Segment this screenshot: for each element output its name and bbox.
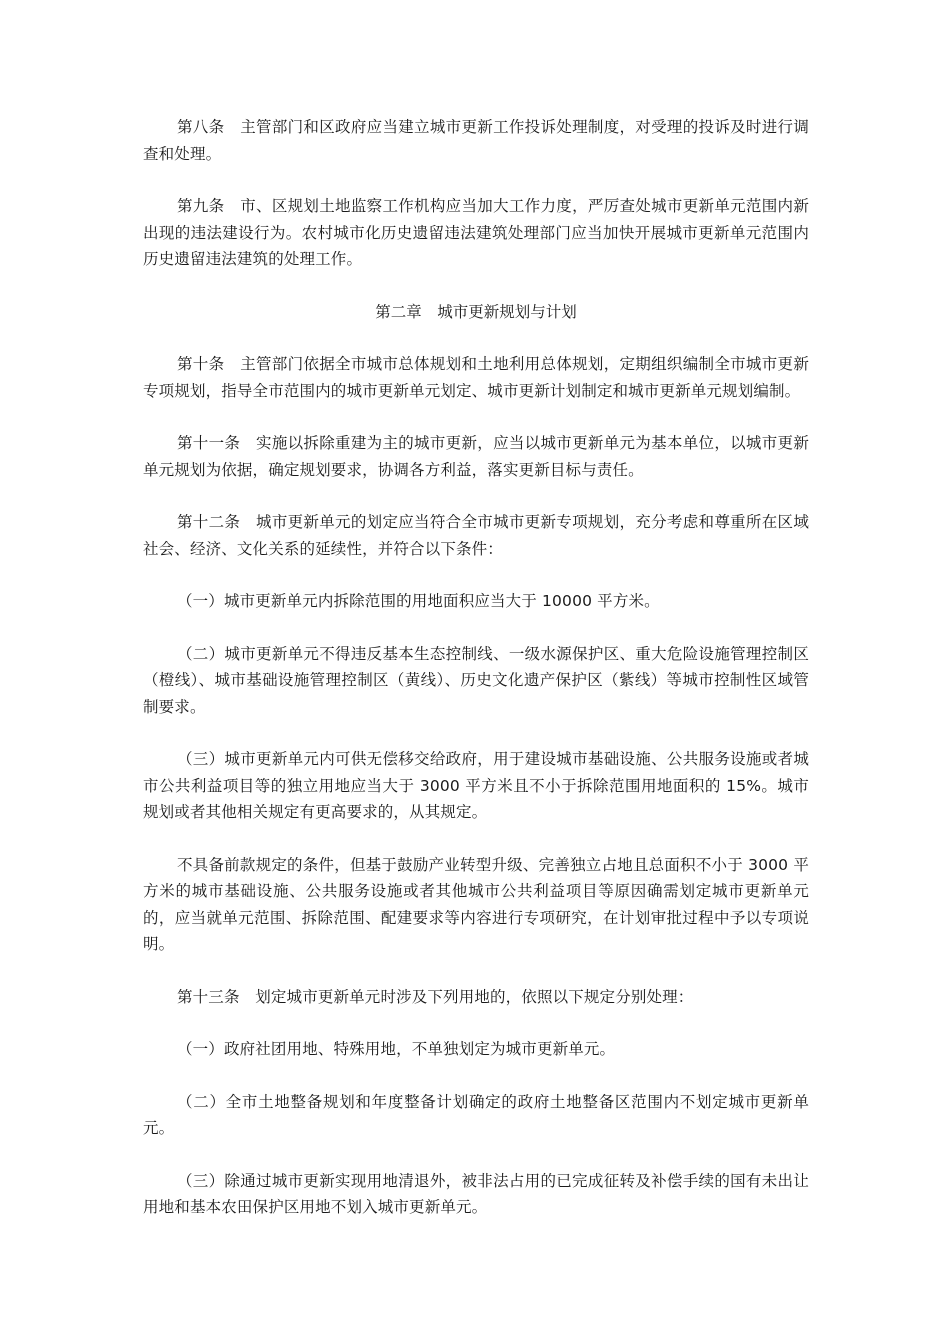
article-8: 第八条 主管部门和区政府应当建立城市更新工作投诉处理制度，对受理的投诉及时进行调查和处理。 [143, 118, 809, 163]
article-12-item-3: （三）城市更新单元内可供无偿移交给政府，用于建设城市基础设施、公共服务设施或者城市公共利益项目等的独立用地应当大于 3000 平方米且不小于拆除范围用地面积的 15%。城市规划或者其他相关规定有更高要求的，从其规定。 [143, 750, 809, 821]
article-13-item-1: （一）政府社团用地、特殊用地，不单独划定为城市更新单元。 [177, 1040, 616, 1058]
article-9: 第九条 市、区规划土地监察工作机构应当加大工作力度，严厉查处城市更新单元范围内新出现的违法建设行为。农村城市化历史遗留违法建筑处理部门应当加快开展城市更新单元范围内历史遗留违法建筑的处理工作。 [143, 197, 809, 268]
article-13-item-2: （二）全市土地整备规划和年度整备计划确定的政府土地整备区范围内不划定城市更新单元。 [143, 1092, 809, 1137]
article-12: 第十二条 城市更新单元的划定应当符合全市城市更新专项规划，充分考虑和尊重所在区域社会、经济、文化关系的延续性，并符合以下条件： [143, 513, 809, 558]
article-12-item-2: （二）城市更新单元不得违反基本生态控制线、一级水源保护区、重大危险设施管理控制区（橙线）、城市基础设施管理控制区（黄线）、历史文化遗产保护区（紫线）等城市控制性区域管制要求。 [143, 644, 809, 716]
article-13-item-3: （三）除通过城市更新实现用地清退外，被非法占用的已完成征转及补偿手续的国有未出让用地和基本农田保护区用地不划入城市更新单元。 [143, 1171, 809, 1216]
article-12-item-1: （一）城市更新单元内拆除范围的用地面积应当大于 10000 平方米。 [177, 592, 660, 610]
article-10: 第十条 主管部门依据全市城市总体规划和土地利用总体规划，定期组织编制全市城市更新专项规划，指导全市范围内的城市更新单元划定、城市更新计划制定和城市更新单元规划编制。 [143, 355, 809, 400]
article-12-exception: 不具备前款规定的条件，但基于鼓励产业转型升级、完善独立占地且总面积不小于 3000 平方米的城市基础设施、公共服务设施或者其他城市公共利益项目等原因确需划定城市更新单元的，应当就单元范围、拆除范围、配建要求等内容进行专项研究，在计划审批过程中予以专项说明。 [143, 855, 809, 953]
article-11: 第十一条 实施以拆除重建为主的城市更新，应当以城市更新单元为基本单位，以城市更新单元规划为依据，确定规划要求，协调各方利益，落实更新目标与责任。 [143, 434, 809, 479]
chapter-2-heading: 第二章 城市更新规划与计划 [375, 302, 577, 321]
article-13: 第十三条 划定城市更新单元时涉及下列用地的，依照以下规定分别处理： [177, 987, 694, 1006]
document-page [143, 114, 809, 1247]
